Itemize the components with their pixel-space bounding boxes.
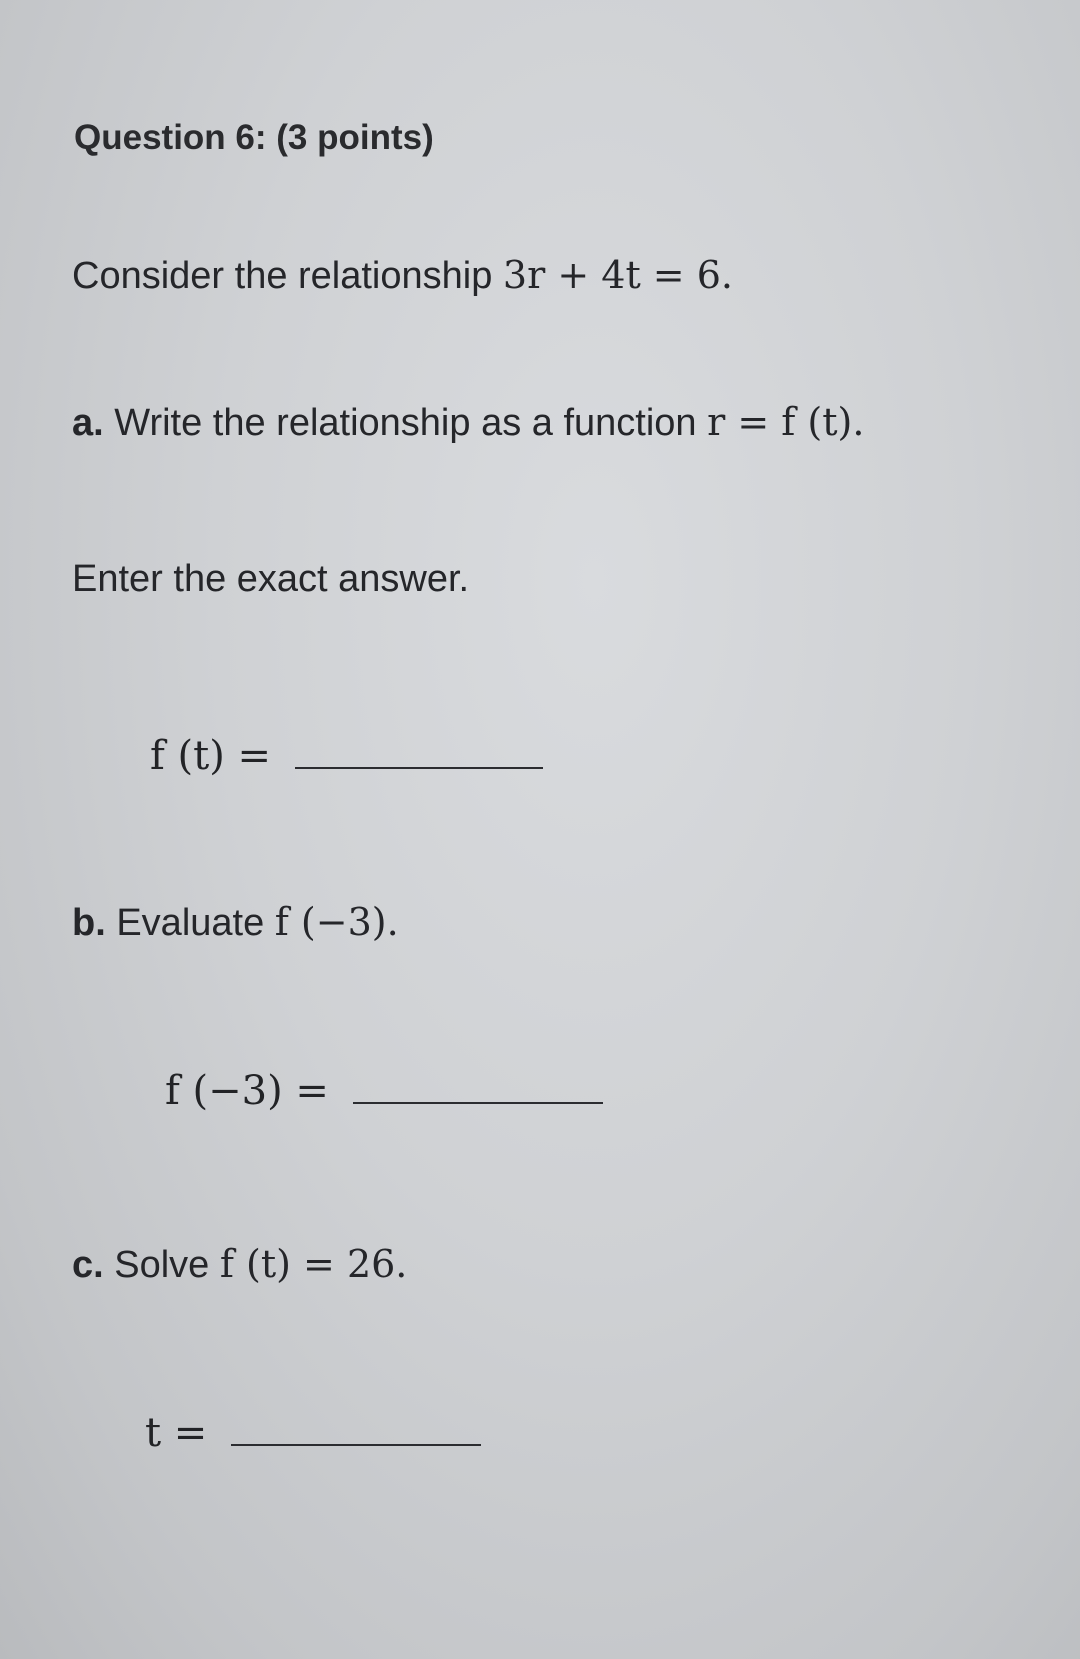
part-c-answer-prompt: t = <box>145 1410 208 1456</box>
part-b-expression: f (−3). <box>274 900 399 944</box>
part-a-instruction: Enter the exact answer. <box>72 558 470 600</box>
part-b-answer-blank[interactable] <box>353 1102 603 1104</box>
part-a-answer-prompt: f (t) = <box>150 733 272 779</box>
part-c-answer-row <box>145 1410 481 1456</box>
part-c-text: Solve <box>103 1244 220 1286</box>
question-intro <box>72 253 733 298</box>
part-b-label: b. <box>72 902 106 944</box>
part-c-equation: f (t) = 26. <box>219 1242 408 1286</box>
part-a-text: Write the relationship as a function <box>103 402 708 444</box>
question-heading: Question 6: (3 points) <box>74 118 434 157</box>
intro-text: Consider the relationship <box>72 255 503 297</box>
part-b-text: Evaluate <box>105 902 275 944</box>
part-a-answer-row <box>150 733 543 779</box>
part-b-prompt <box>72 900 399 945</box>
part-b-answer-row <box>165 1068 603 1114</box>
part-c-prompt <box>72 1242 407 1287</box>
part-a-answer-blank[interactable] <box>295 767 543 769</box>
intro-equation: 3r + 4t = 6. <box>502 253 733 297</box>
part-a-prompt <box>72 400 864 445</box>
part-b-answer-prompt: f (−3) = <box>165 1068 329 1114</box>
part-a-equation: r = f (t). <box>707 400 865 444</box>
part-c-label: c. <box>72 1244 104 1286</box>
part-a-label: a. <box>72 402 104 444</box>
part-c-answer-blank[interactable] <box>231 1444 481 1446</box>
